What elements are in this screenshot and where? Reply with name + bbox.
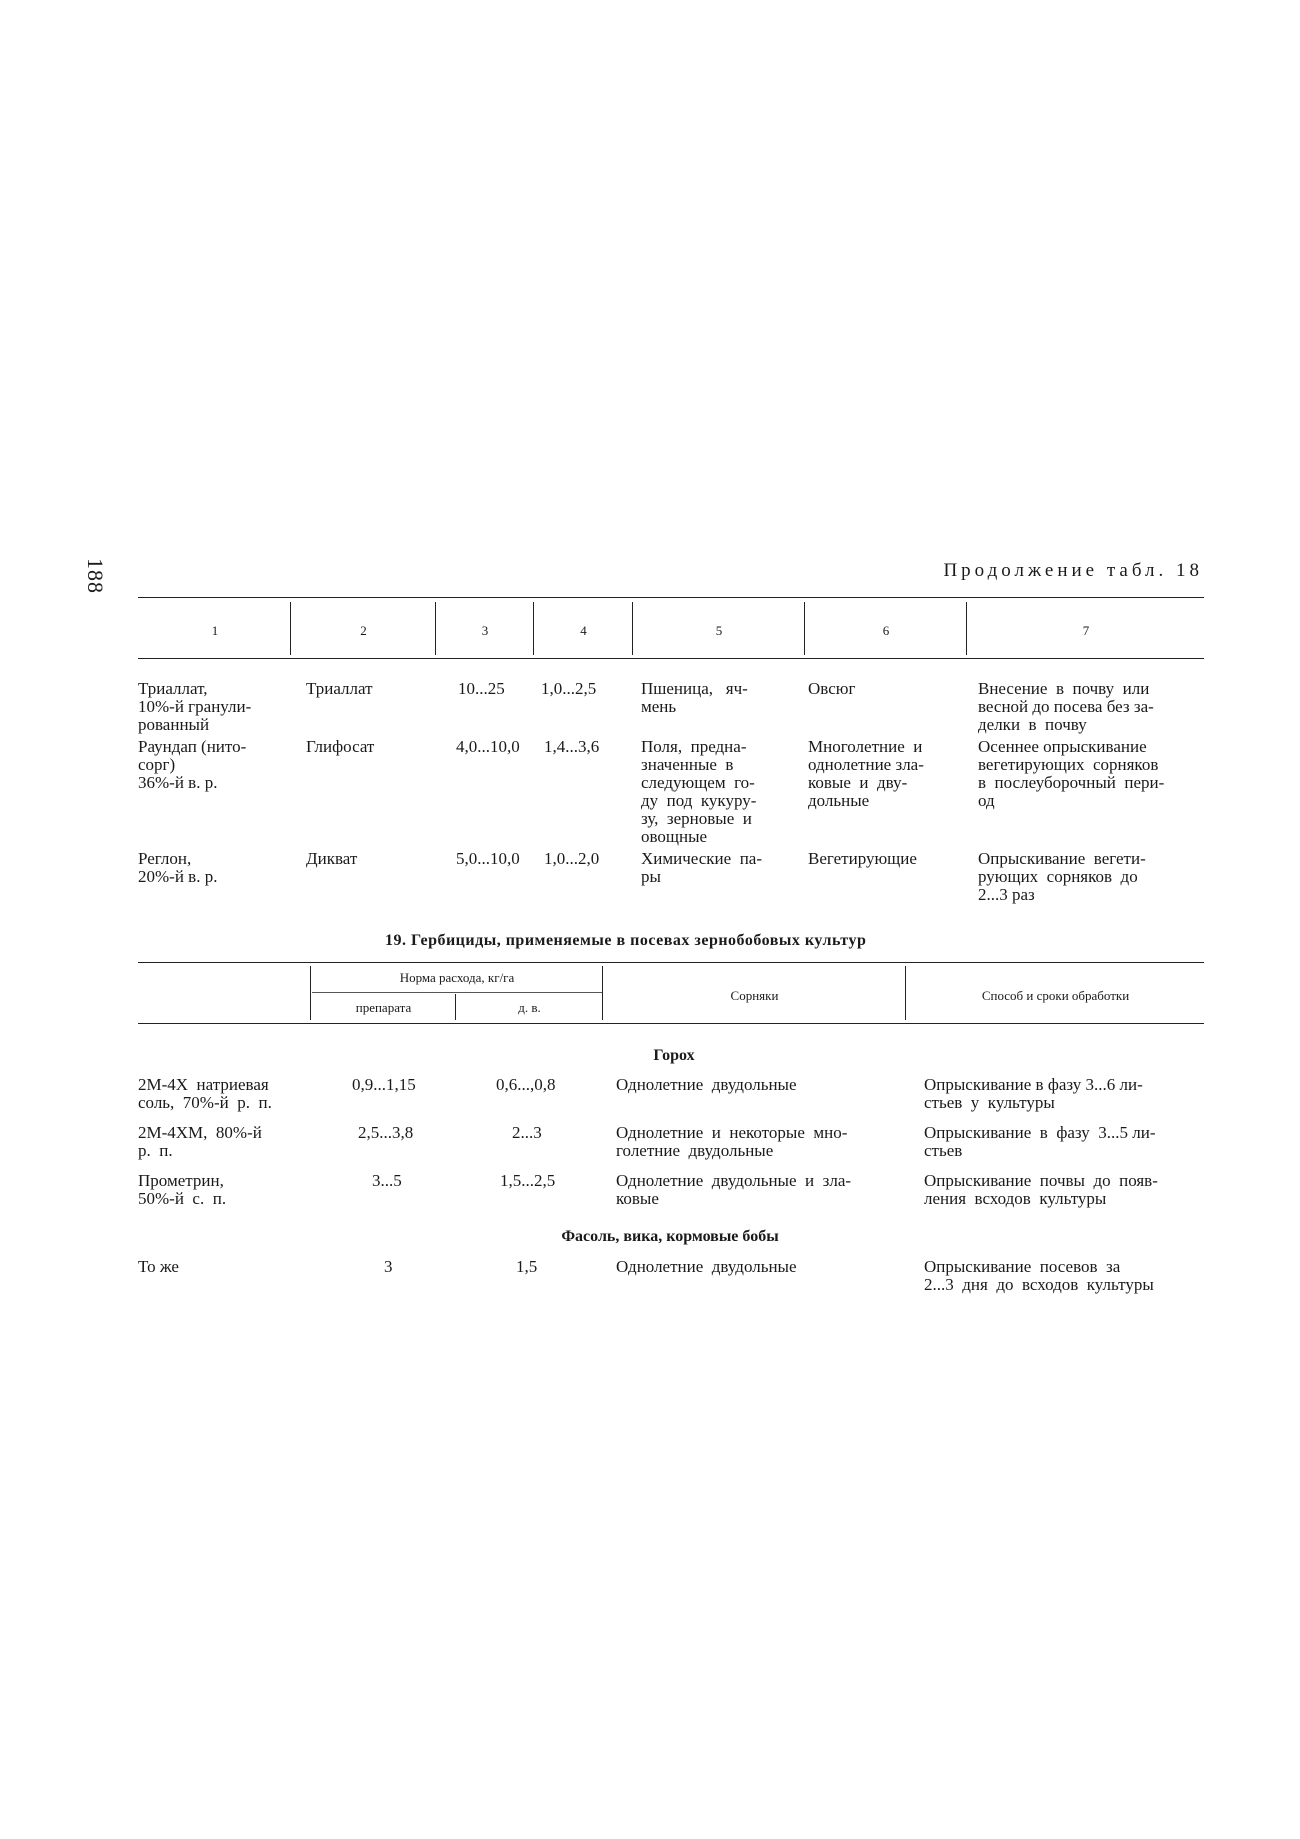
table18-cell-crop: Химические па- ры: [641, 849, 763, 886]
table18-cell-rate-dv: 1,0...2,5: [541, 679, 597, 698]
page-number: 188: [83, 558, 108, 594]
table18-cell-method: Осеннее опрыскивание вегетирующих сорняков в послеуборочный пери- од: [978, 737, 1165, 810]
table19-cell-prep: 3...5: [372, 1171, 402, 1190]
table19-cell-dv: 2...3: [512, 1123, 542, 1142]
table19-cell-prep: 3: [384, 1257, 393, 1276]
table19-cell-method: Опрыскивание почвы до появ- ления всходов культуры: [924, 1171, 1158, 1208]
table18-cell-crop: Пшеница, яч- мень: [641, 679, 748, 716]
table18-cell-active: Дикват: [306, 849, 358, 868]
table19-norm-subrule: [312, 992, 602, 993]
table18-col-divider: [966, 602, 967, 655]
table18-cell-rate-prep: 5,0...10,0: [456, 849, 520, 868]
table18-cell-weeds: Многолетние и однолетние зла- ковые и дву- дольные: [808, 737, 924, 810]
table19-col-divider: [905, 966, 906, 1020]
table-continuation-caption: Продолжение табл. 18: [943, 560, 1203, 581]
table18-cell-rate-dv: 1,4...3,6: [544, 737, 600, 756]
table19-cell-dv: 1,5: [516, 1257, 538, 1276]
table18-cell-rate-prep: 10...25: [458, 679, 505, 698]
table18-col-header: 1: [211, 623, 219, 638]
table19-cell-weeds: Однолетние двудольные и зла- ковые: [616, 1171, 852, 1208]
table19-col-divider: [310, 966, 311, 1020]
table19-cell-prep: 0,9...1,15: [352, 1075, 416, 1094]
table18-top-rule: [138, 597, 1204, 598]
table18-col-divider: [632, 602, 633, 655]
table19-cell-prep: 2,5...3,8: [358, 1123, 414, 1142]
table18-col-header: 5: [715, 623, 723, 638]
table19-prep-header: препарата: [355, 1000, 412, 1015]
table18-col-divider: [804, 602, 805, 655]
table18-col-divider: [533, 602, 534, 655]
table19-cell-method: Опрыскивание в фазу 3...6 ли- стьев у культуры: [924, 1075, 1143, 1112]
table19-cell-dv: 1,5...2,5: [500, 1171, 556, 1190]
table18-cell-rate-prep: 4,0...10,0: [456, 737, 520, 756]
table19-cell-method: Опрыскивание в фазу 3...5 ли- стьев: [924, 1123, 1156, 1160]
table19-cell-weeds: Однолетние двудольные: [616, 1257, 797, 1276]
table18-cell-method: Опрыскивание вегети- рующих сорняков до 2...3 раз: [978, 849, 1146, 904]
table19-weeds-header: Сорняки: [730, 988, 779, 1003]
table18-cell-name: Триаллат, 10%-й гранули- рованный: [138, 679, 252, 734]
table19-col-divider: [602, 966, 603, 1020]
table19-group-title: Фасоль, вика, кормовые бобы: [561, 1228, 779, 1245]
table19-caption: 19. Гербициды, применяемые в посевах зернобобовых культур: [385, 932, 867, 949]
table19-cell-name: 2М-4Х натриевая соль, 70%-й р. п.: [138, 1075, 272, 1112]
table19-group-title: Горох: [653, 1047, 695, 1064]
table18-col-divider: [290, 602, 291, 655]
table18-cell-active: Триаллат: [306, 679, 373, 698]
table19-cell-name: 2М-4ХМ, 80%-й р. п.: [138, 1123, 262, 1160]
table18-col-header: 6: [882, 623, 890, 638]
table18-col-divider: [435, 602, 436, 655]
table19-top-rule: [138, 962, 1204, 963]
table18-col-header: 4: [580, 623, 587, 638]
table18-cell-rate-dv: 1,0...2,0: [544, 849, 600, 868]
table18-col-header: 7: [1082, 623, 1090, 638]
table18-cell-name: Реглон, 20%-й в. р.: [138, 849, 218, 886]
table19-dv-header: д. в.: [518, 1000, 541, 1015]
table19-method-header: Способ и сроки обработки: [981, 988, 1130, 1003]
table18-cell-active: Глифосат: [306, 737, 375, 756]
table19-header-bottom-rule: [138, 1023, 1204, 1024]
table18-col-header: 2: [360, 623, 367, 638]
table19-cell-weeds: Однолетние и некоторые мно- голетние двудольные: [616, 1123, 848, 1160]
table19-cell-name: То же: [138, 1257, 179, 1276]
table18-cell-weeds: Овсюг: [808, 679, 856, 698]
table18-col-header: 3: [481, 623, 489, 638]
table19-norm-header: Норма расхода, кг/га: [399, 970, 515, 985]
table18-header-bottom-rule: [138, 658, 1204, 659]
table19-cell-method: Опрыскивание посевов за 2...3 дня до всходов культуры: [924, 1257, 1154, 1294]
table19-cell-name: Прометрин, 50%-й с. п.: [138, 1171, 227, 1208]
table18-cell-weeds: Вегетирующие: [808, 849, 917, 868]
table18-cell-name: Раундап (нито- сорг) 36%-й в. р.: [138, 737, 247, 792]
table18-cell-method: Внесение в почву или весной до посева без за- делки в почву: [978, 679, 1154, 734]
table18-cell-crop: Поля, предна- значенные в следующем го- ду под кукуру- зу, зерновые и овощные: [641, 737, 757, 846]
table19-cell-weeds: Однолетние двудольные: [616, 1075, 797, 1094]
table19-col-divider: [455, 994, 456, 1020]
table19-cell-dv: 0,6...,0,8: [496, 1075, 556, 1094]
